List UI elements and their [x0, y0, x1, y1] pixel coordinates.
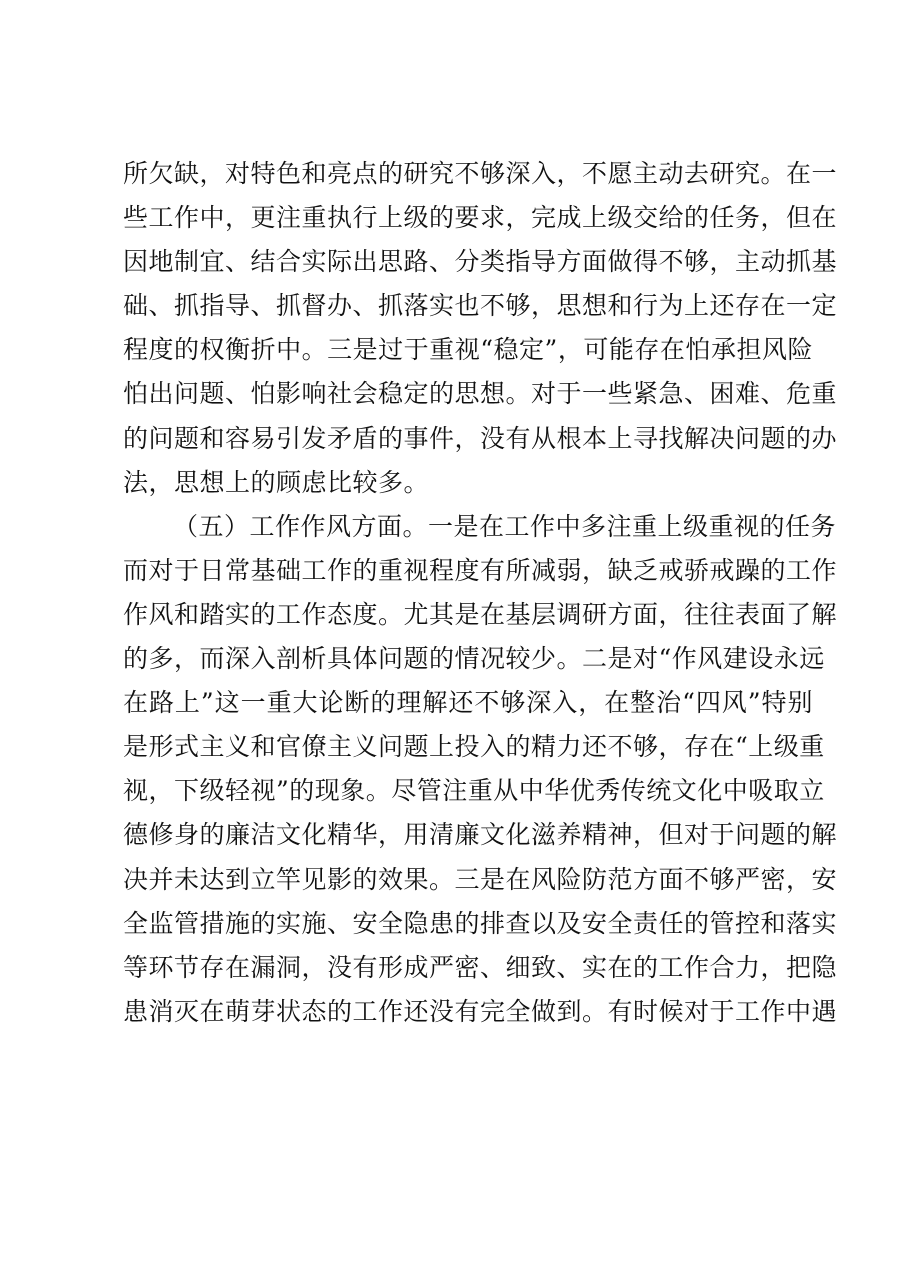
text-line: 是形式主义和官僚主义问题上投入的精力还不够，存在“上级重: [123, 732, 825, 762]
body-text: [123, 152, 838, 1034]
text-line: 些工作中，更注重执行上级的要求，完成上级交给的任务，但在: [123, 203, 838, 233]
text-line: 的多，而深入剖析具体问题的情况较少。二是对“作风建设永远: [123, 644, 825, 674]
text-line: 程度的权衡折中。三是过于重视“稳定”，可能存在怕承担风险: [123, 335, 813, 365]
paragraph-end-line: 法，思想上的顾虑比较多。: [123, 467, 430, 497]
text-line: 怕出问题、怕影响社会稳定的思想。对于一些紧急、困难、危重: [123, 379, 838, 409]
text-line: 患消灭在萌芽状态的工作还没有完全做到。有时候对于工作中遇: [123, 996, 838, 1026]
text-line: 德修身的廉洁文化精华，用清廉文化滋养精神，但对于问题的解: [123, 820, 838, 850]
text-line: 等环节存在漏洞，没有形成严密、细致、实在的工作合力，把隐: [123, 952, 838, 982]
text-line: 础、抓指导、抓督办、抓落实也不够，思想和行为上还存在一定: [123, 291, 838, 321]
text-line: 的问题和容易引发矛盾的事件，没有从根本上寻找解决问题的办: [123, 423, 838, 453]
text-line: 作风和踏实的工作态度。尤其是在基层调研方面，往往表面了解: [123, 599, 838, 629]
text-line: 视，下级轻视”的现象。尽管注重从中华优秀传统文化中吸取立: [123, 776, 825, 806]
text-line: 决并未达到立竿见影的效果。三是在风险防范方面不够严密，安: [123, 864, 838, 894]
text-line: 因地制宜、结合实际出思路、分类指导方面做得不够，主动抓基: [123, 247, 838, 277]
text-line: 而对于日常基础工作的重视程度有所减弱，缺乏戒骄戒躁的工作: [123, 555, 838, 585]
text-line: 全监管措施的实施、安全隐患的排查以及安全责任的管控和落实: [123, 908, 838, 938]
text-line: 在路上”这一重大论断的理解还不够深入，在整治“四风”特别: [123, 688, 813, 718]
text-line: 所欠缺，对特色和亮点的研究不够深入，不愿主动去研究。在一: [123, 159, 838, 188]
section-heading-line: （五）工作作风方面。一是在工作中多注重上级重视的任务: [173, 511, 837, 541]
